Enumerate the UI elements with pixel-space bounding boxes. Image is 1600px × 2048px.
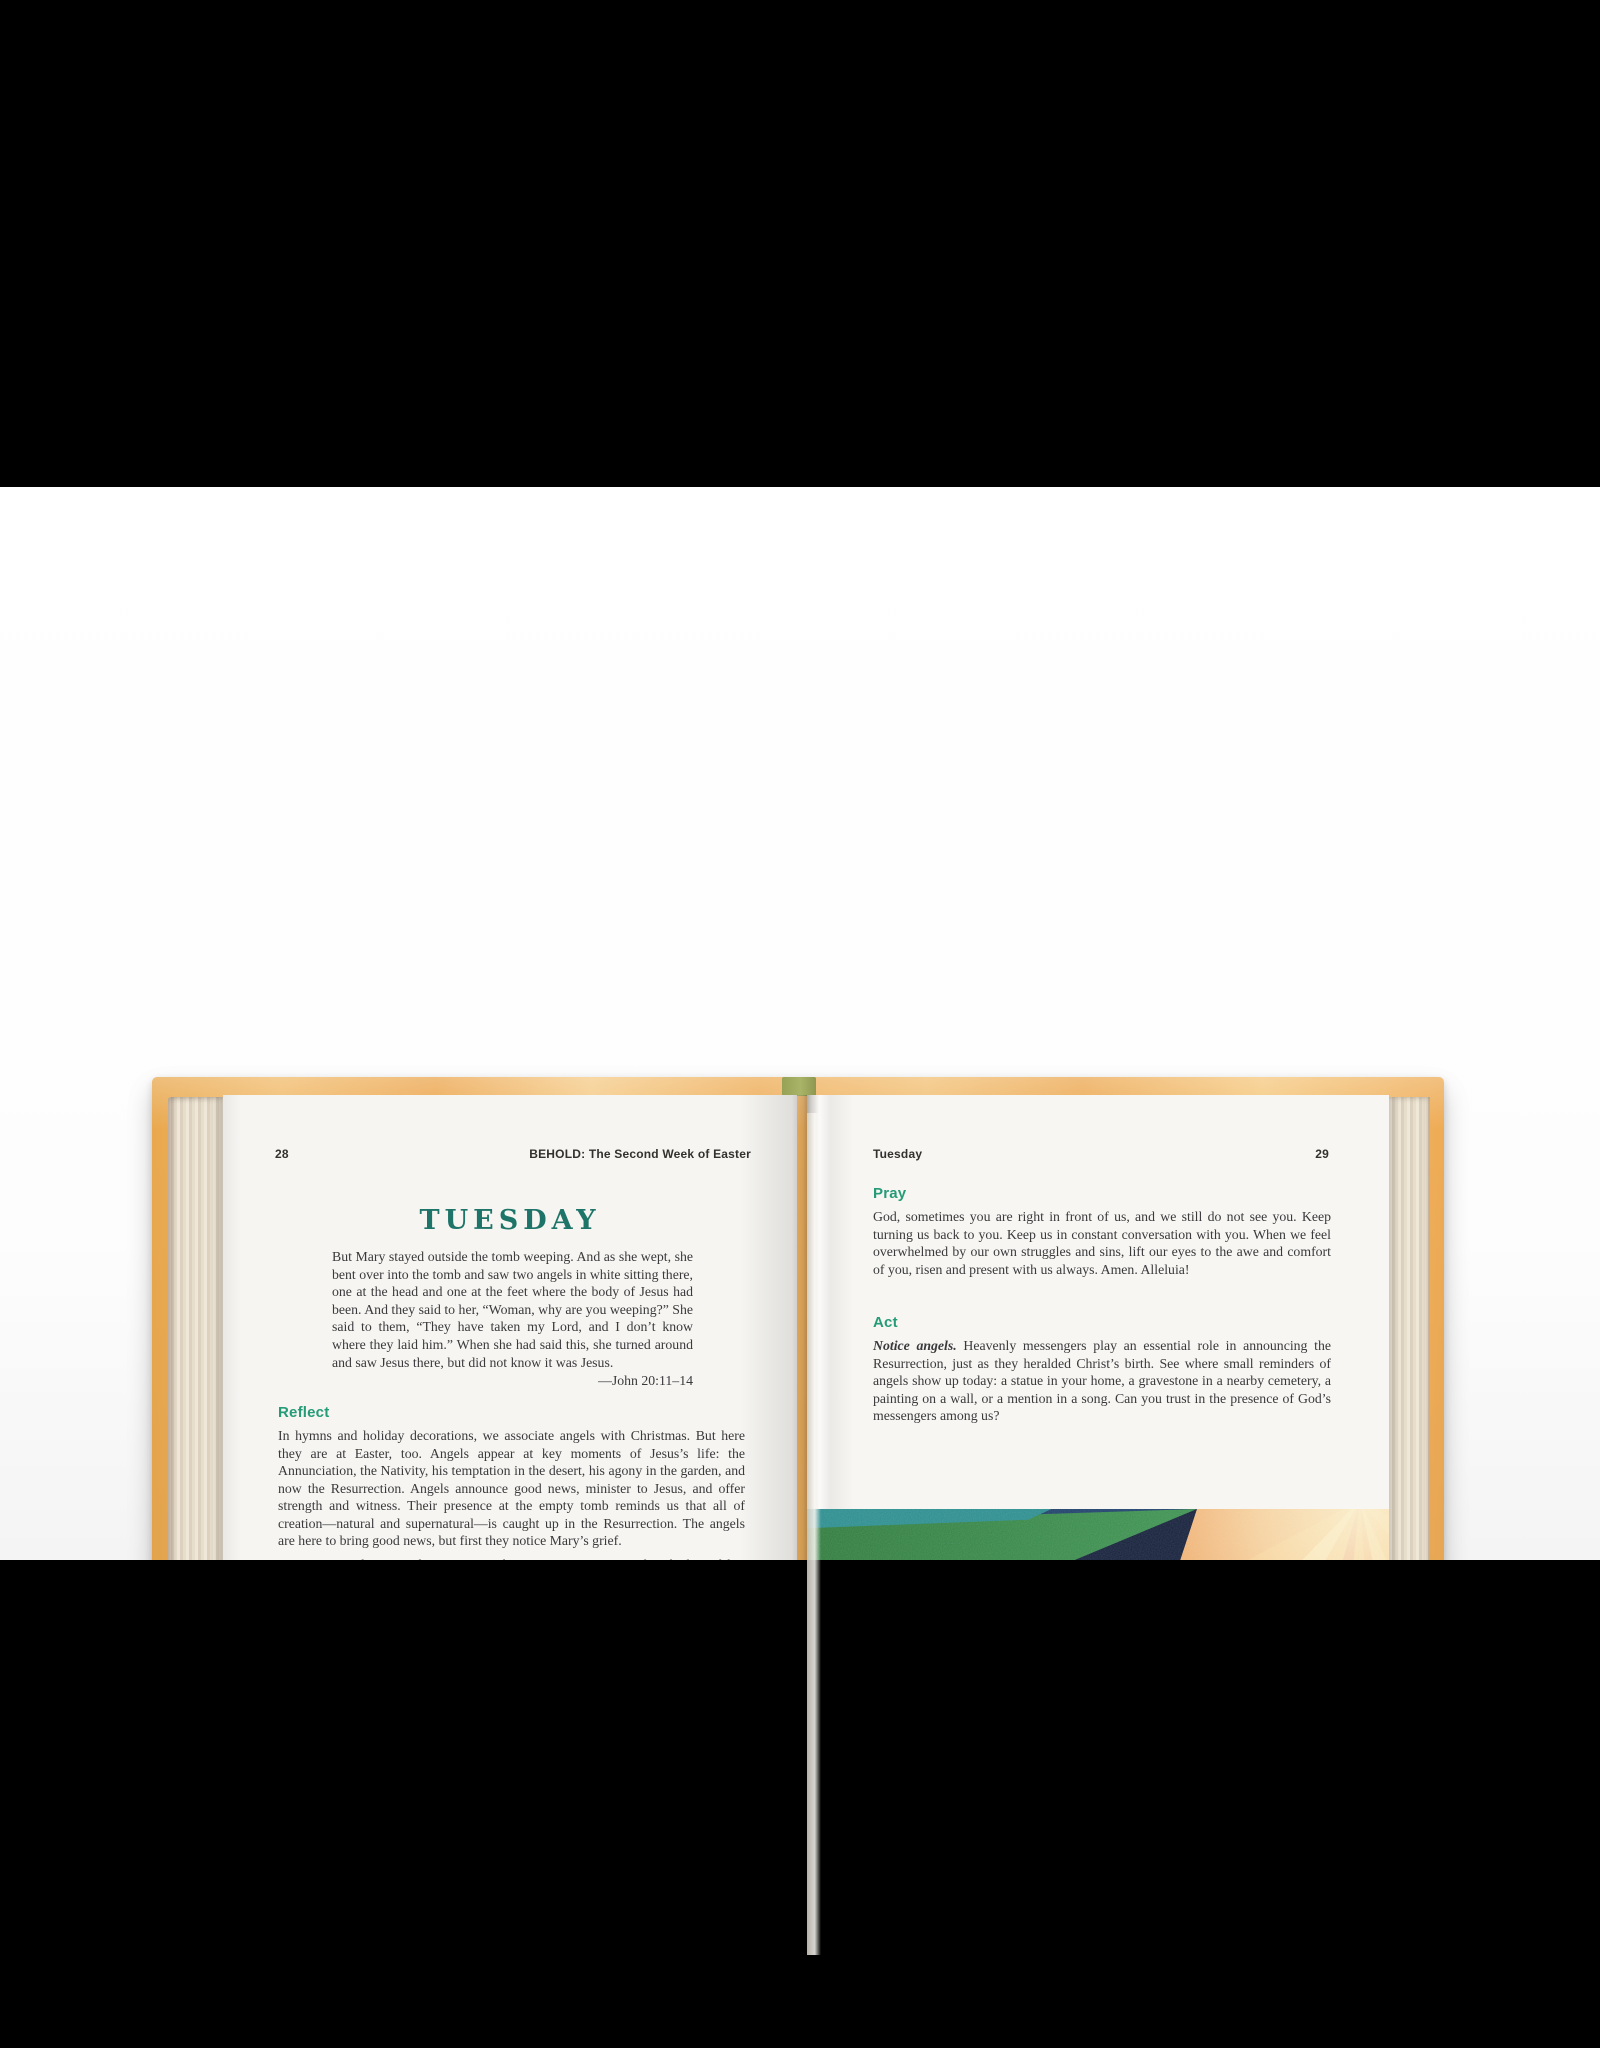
right-running-header-row	[807, 1147, 1389, 1161]
pray-heading: Pray	[873, 1185, 907, 1202]
letterbox-bottom	[0, 1560, 1600, 2048]
scripture-quote: But Mary stayed outside the tomb weeping. And as she wept, she bent over into the tomb and saw two angels in white sitting there, one at the head and one at the feet where the body of Jesus had been. And they said to her, “Woman, why are you weeping?” She said to them, “They have taken my Lord, and I don’t know where they laid him.” When she had said this, she turned around and saw Jesus there, but did not know it was Jesus.	[332, 1249, 693, 1370]
letterbox-top	[0, 0, 1600, 487]
act-text	[873, 1337, 1331, 1425]
bookmark-ribbon	[782, 1077, 816, 1096]
page-number-left: 28	[275, 1147, 289, 1161]
reflect-heading: Reflect	[278, 1404, 330, 1422]
running-header-left: BEHOLD: The Second Week of Easter	[529, 1147, 751, 1161]
act-lead-italic: Notice angels.	[873, 1338, 957, 1354]
scripture-citation: —John 20:11–14	[598, 1373, 693, 1389]
reflect-paragraph-1: In hymns and holiday decorations, we associate angels with Christmas. But here they are at Easter, too. Angels appear at key moments of Jesus’s life: the Annunciation, the Nativity, his temptation in the desert, his agony in the garden, and now the Resurrection. Angels announce good news, minister to Jesus, and offer strength and witness. Their presence at the empty tomb reminds us that all of creation—natural and supernatural—is caught up in the Resurrection. The angels are here to bring good news, but first they notice Mary’s grief.	[278, 1428, 745, 1549]
gutter-page-curve	[807, 1113, 821, 1955]
photo-backdrop	[0, 487, 1600, 1560]
act-body-text: Heavenly messengers play an essential role in announcing the Resurrection, just as they heralded Christ’s birth. See where small reminders of angels show up today: a statue in your home, a gravestone in a nearby cemetery, a painting on a wall, or a mention in a song. Can you trust in the presence of God’s messengers among us?	[873, 1338, 1331, 1424]
page-number-right: 29	[1315, 1147, 1329, 1161]
left-running-header-row	[223, 1147, 797, 1161]
chapter-title: TUESDAY	[419, 1205, 601, 1236]
act-heading: Act	[873, 1314, 898, 1332]
pray-text: God, sometimes you are right in front of us, and we still do not see you. Keep turning us back to you. Keep us in constant conversation with you. When we feel overwhelmed by our own struggles and sins, lift our eyes to the awe and comfort of you, risen and present with us always. Amen. Alleluia!	[873, 1209, 1331, 1277]
running-header-right: Tuesday	[873, 1147, 923, 1161]
